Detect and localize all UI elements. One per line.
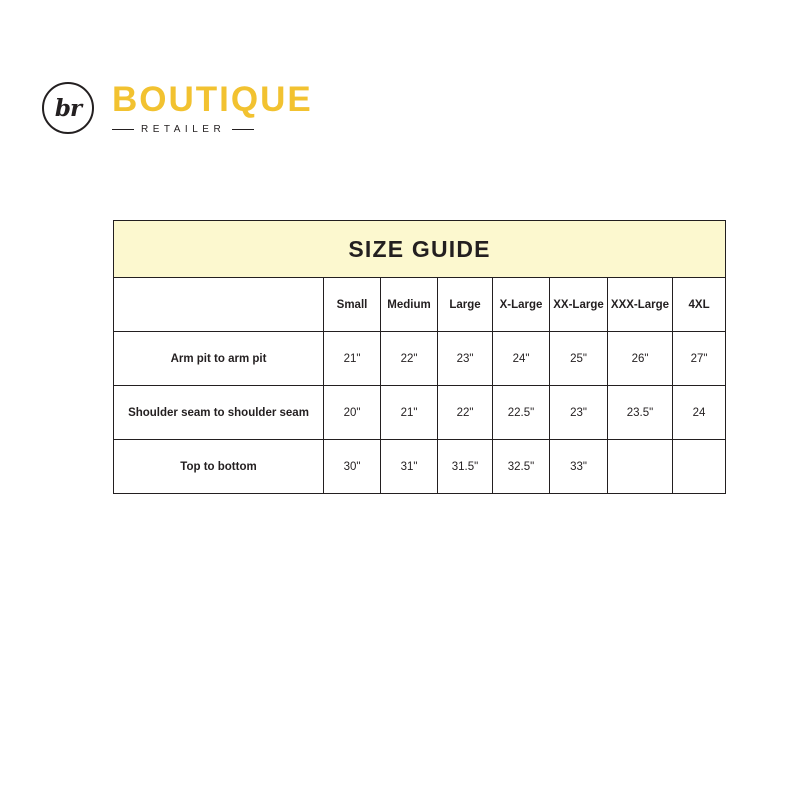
size-guide-table-wrapper: [113, 220, 725, 494]
logo-monogram-text: br: [54, 94, 82, 122]
cell-top-bottom-x-large: 32.5": [493, 440, 550, 494]
cell-shoulder-x-large: 22.5": [493, 386, 550, 440]
row-label-shoulder-seam: Shoulder seam to shoulder seam: [114, 386, 324, 440]
cell-shoulder-4xl: 24: [673, 386, 726, 440]
table-row: [114, 386, 726, 440]
cell-shoulder-small: 20": [324, 386, 381, 440]
cell-shoulder-large: 22": [438, 386, 493, 440]
column-header-large: Large: [438, 278, 493, 332]
tagline-rule-right: [232, 129, 254, 130]
size-guide-table: [113, 220, 726, 494]
cell-top-bottom-xx-large: 33": [550, 440, 608, 494]
cell-arm-pit-4xl: 27": [673, 332, 726, 386]
table-row: [114, 332, 726, 386]
cell-shoulder-xx-large: 23": [550, 386, 608, 440]
cell-arm-pit-medium: 22": [381, 332, 438, 386]
brand-logo: [38, 78, 313, 138]
row-label-arm-pit: Arm pit to arm pit: [114, 332, 324, 386]
column-header-xxx-large: XXX-Large: [608, 278, 673, 332]
brand-name: BOUTIQUE: [112, 79, 313, 119]
cell-top-bottom-xxx-large: [608, 440, 673, 494]
column-header-small: Small: [324, 278, 381, 332]
cell-arm-pit-small: 21": [324, 332, 381, 386]
cell-top-bottom-small: 30": [324, 440, 381, 494]
logo-wordmark: [112, 79, 313, 135]
table-title-row: [114, 221, 726, 278]
row-label-top-to-bottom: Top to bottom: [114, 440, 324, 494]
tagline-rule-left: [112, 129, 134, 130]
column-header-4xl: 4XL: [673, 278, 726, 332]
cell-shoulder-medium: 21": [381, 386, 438, 440]
cell-top-bottom-large: 31.5": [438, 440, 493, 494]
cell-arm-pit-large: 23": [438, 332, 493, 386]
brand-tagline-row: [112, 124, 313, 135]
size-guide-title: SIZE GUIDE: [114, 221, 726, 278]
column-header-xx-large: XX-Large: [550, 278, 608, 332]
column-header-medium: Medium: [381, 278, 438, 332]
cell-arm-pit-xxx-large: 26": [608, 332, 673, 386]
cell-top-bottom-4xl: [673, 440, 726, 494]
header-corner-cell: [114, 278, 324, 332]
column-header-x-large: X-Large: [493, 278, 550, 332]
table-row: [114, 440, 726, 494]
logo-monogram-icon: [38, 78, 98, 138]
cell-arm-pit-xx-large: 25": [550, 332, 608, 386]
brand-tagline: RETAILER: [141, 123, 226, 135]
cell-arm-pit-x-large: 24": [493, 332, 550, 386]
cell-top-bottom-medium: 31": [381, 440, 438, 494]
cell-shoulder-xxx-large: 23.5": [608, 386, 673, 440]
table-header-row: [114, 278, 726, 332]
